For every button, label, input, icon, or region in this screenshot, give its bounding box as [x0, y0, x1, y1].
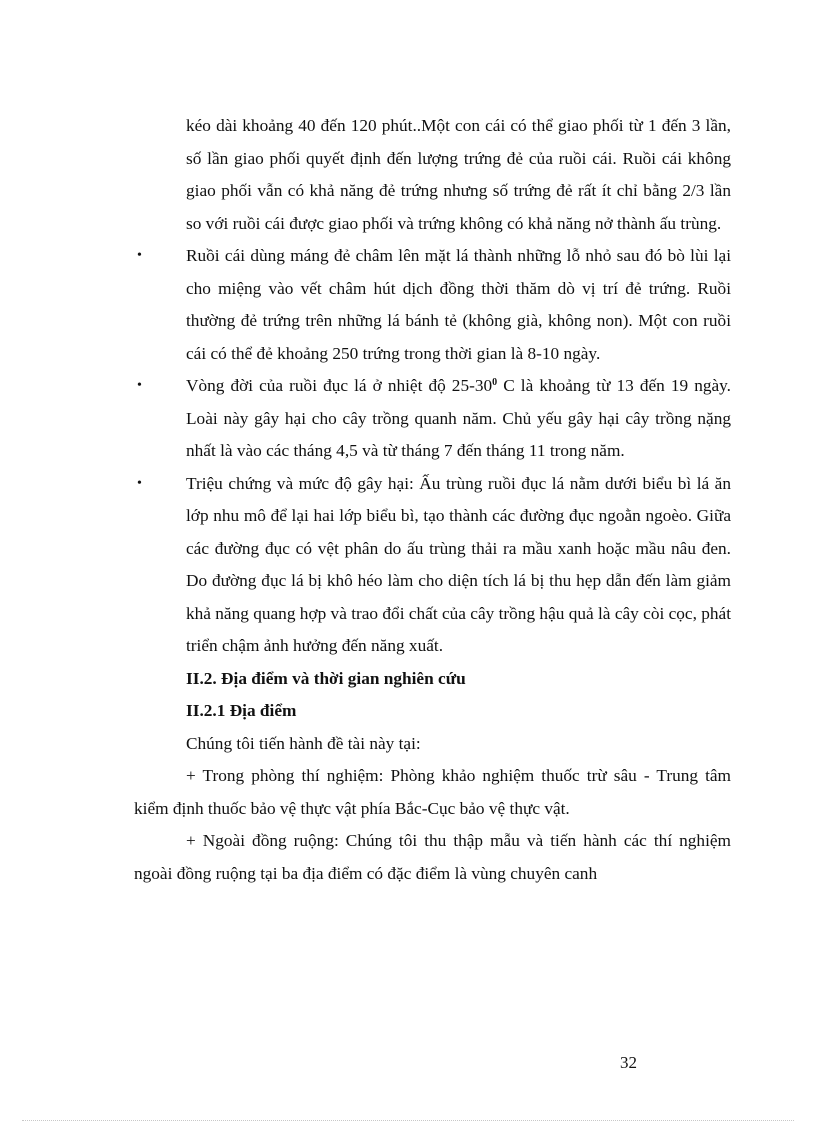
bullet-icon: • — [137, 248, 142, 263]
footer-divider — [22, 1120, 794, 1121]
body-text — [134, 110, 731, 890]
bullet-text-pre: Vòng đời của ruồi đục lá ở nhiệt độ 25-30 — [186, 376, 493, 395]
section-heading: II.2. Địa điểm và thời gian nghiên cứu — [186, 668, 466, 688]
bullet-icon: • — [137, 378, 142, 393]
field-paragraph: + Ngoài đồng ruộng: Chúng tôi thu thập mẫu và tiến hành các thí nghiệm ngoài đồng ruộng tại ba địa điểm có đặc điểm là vùng chuyên canh — [134, 831, 731, 883]
continuation-paragraph: kéo dài khoảng 40 đến 120 phút..Một con cái có thể giao phối từ 1 đến 3 lần, số lần giao phối quyết định đến lượng trứng đẻ của ruồi cái. Ruồi cái không giao phối vẫn có khả năng đẻ trứng nhưng số trứng đẻ rất ít chỉ bằng 2/3 lần so với ruồi cái được giao phối và trứng không có khả năng nở thành ấu trùng. — [186, 116, 731, 233]
bullet-text: Ruồi cái dùng máng đẻ châm lên mặt lá thành những lỗ nhỏ sau đó bò lùi lại cho miệng vào vết châm hút dịch đồng thời thăm dò vị trí đẻ trứng. Ruồi thường đẻ trứng trên những lá bánh tẻ (không già, không non). Một con ruồi cái có thể đẻ khoảng 250 trứng trong thời gian là 8-10 ngày. — [186, 246, 731, 363]
intro-line: Chúng tôi tiến hành đề tài này tại: — [186, 733, 421, 753]
bullet-item-egg-laying — [134, 240, 731, 370]
degree-superscript: 0 — [492, 377, 498, 388]
bullet-item-life-cycle — [134, 370, 731, 468]
bullet-text: Triệu chứng và mức độ gây hại: Ấu trùng ruồi đục lá nằm dưới biểu bì lá ăn lớp nhu mô để lại hai lớp biểu bì, tạo thành các đường đục ngoằn ngoèo. Giữa các đường đục có vệt phân do ấu trùng thải ra mầu xanh hoặc mầu nâu đen. Do đường đục lá bị khô héo làm cho diện tích lá bị thu hẹp dẫn đến làm giảm khả năng quang hợp và trao đổi chất của cây trồng hậu quả là cây còi cọc, phát triển chậm ảnh hưởng đến năng xuất. — [186, 473, 731, 655]
bullet-icon: • — [137, 475, 142, 491]
lab-paragraph: + Trong phòng thí nghiệm: Phòng khảo nghiệm thuốc trừ sâu - Trung tâm kiểm định thuốc bảo vệ thực vật phía Bắc-Cục bảo vệ thực vật. — [134, 766, 731, 818]
bullet-item-symptoms — [134, 468, 731, 663]
page-number: 32 — [620, 1053, 637, 1072]
subsection-heading: II.2.1 Địa điểm — [186, 701, 297, 720]
bullet-text-post: C là khoảng từ 13 đến 19 ngày. Loài này gây hại cho cây trồng quanh năm. Chủ yếu gây hại cây trồng nặng nhất là vào các tháng 4,5 và từ tháng 7 đến tháng 11 trong năm. — [186, 376, 732, 460]
